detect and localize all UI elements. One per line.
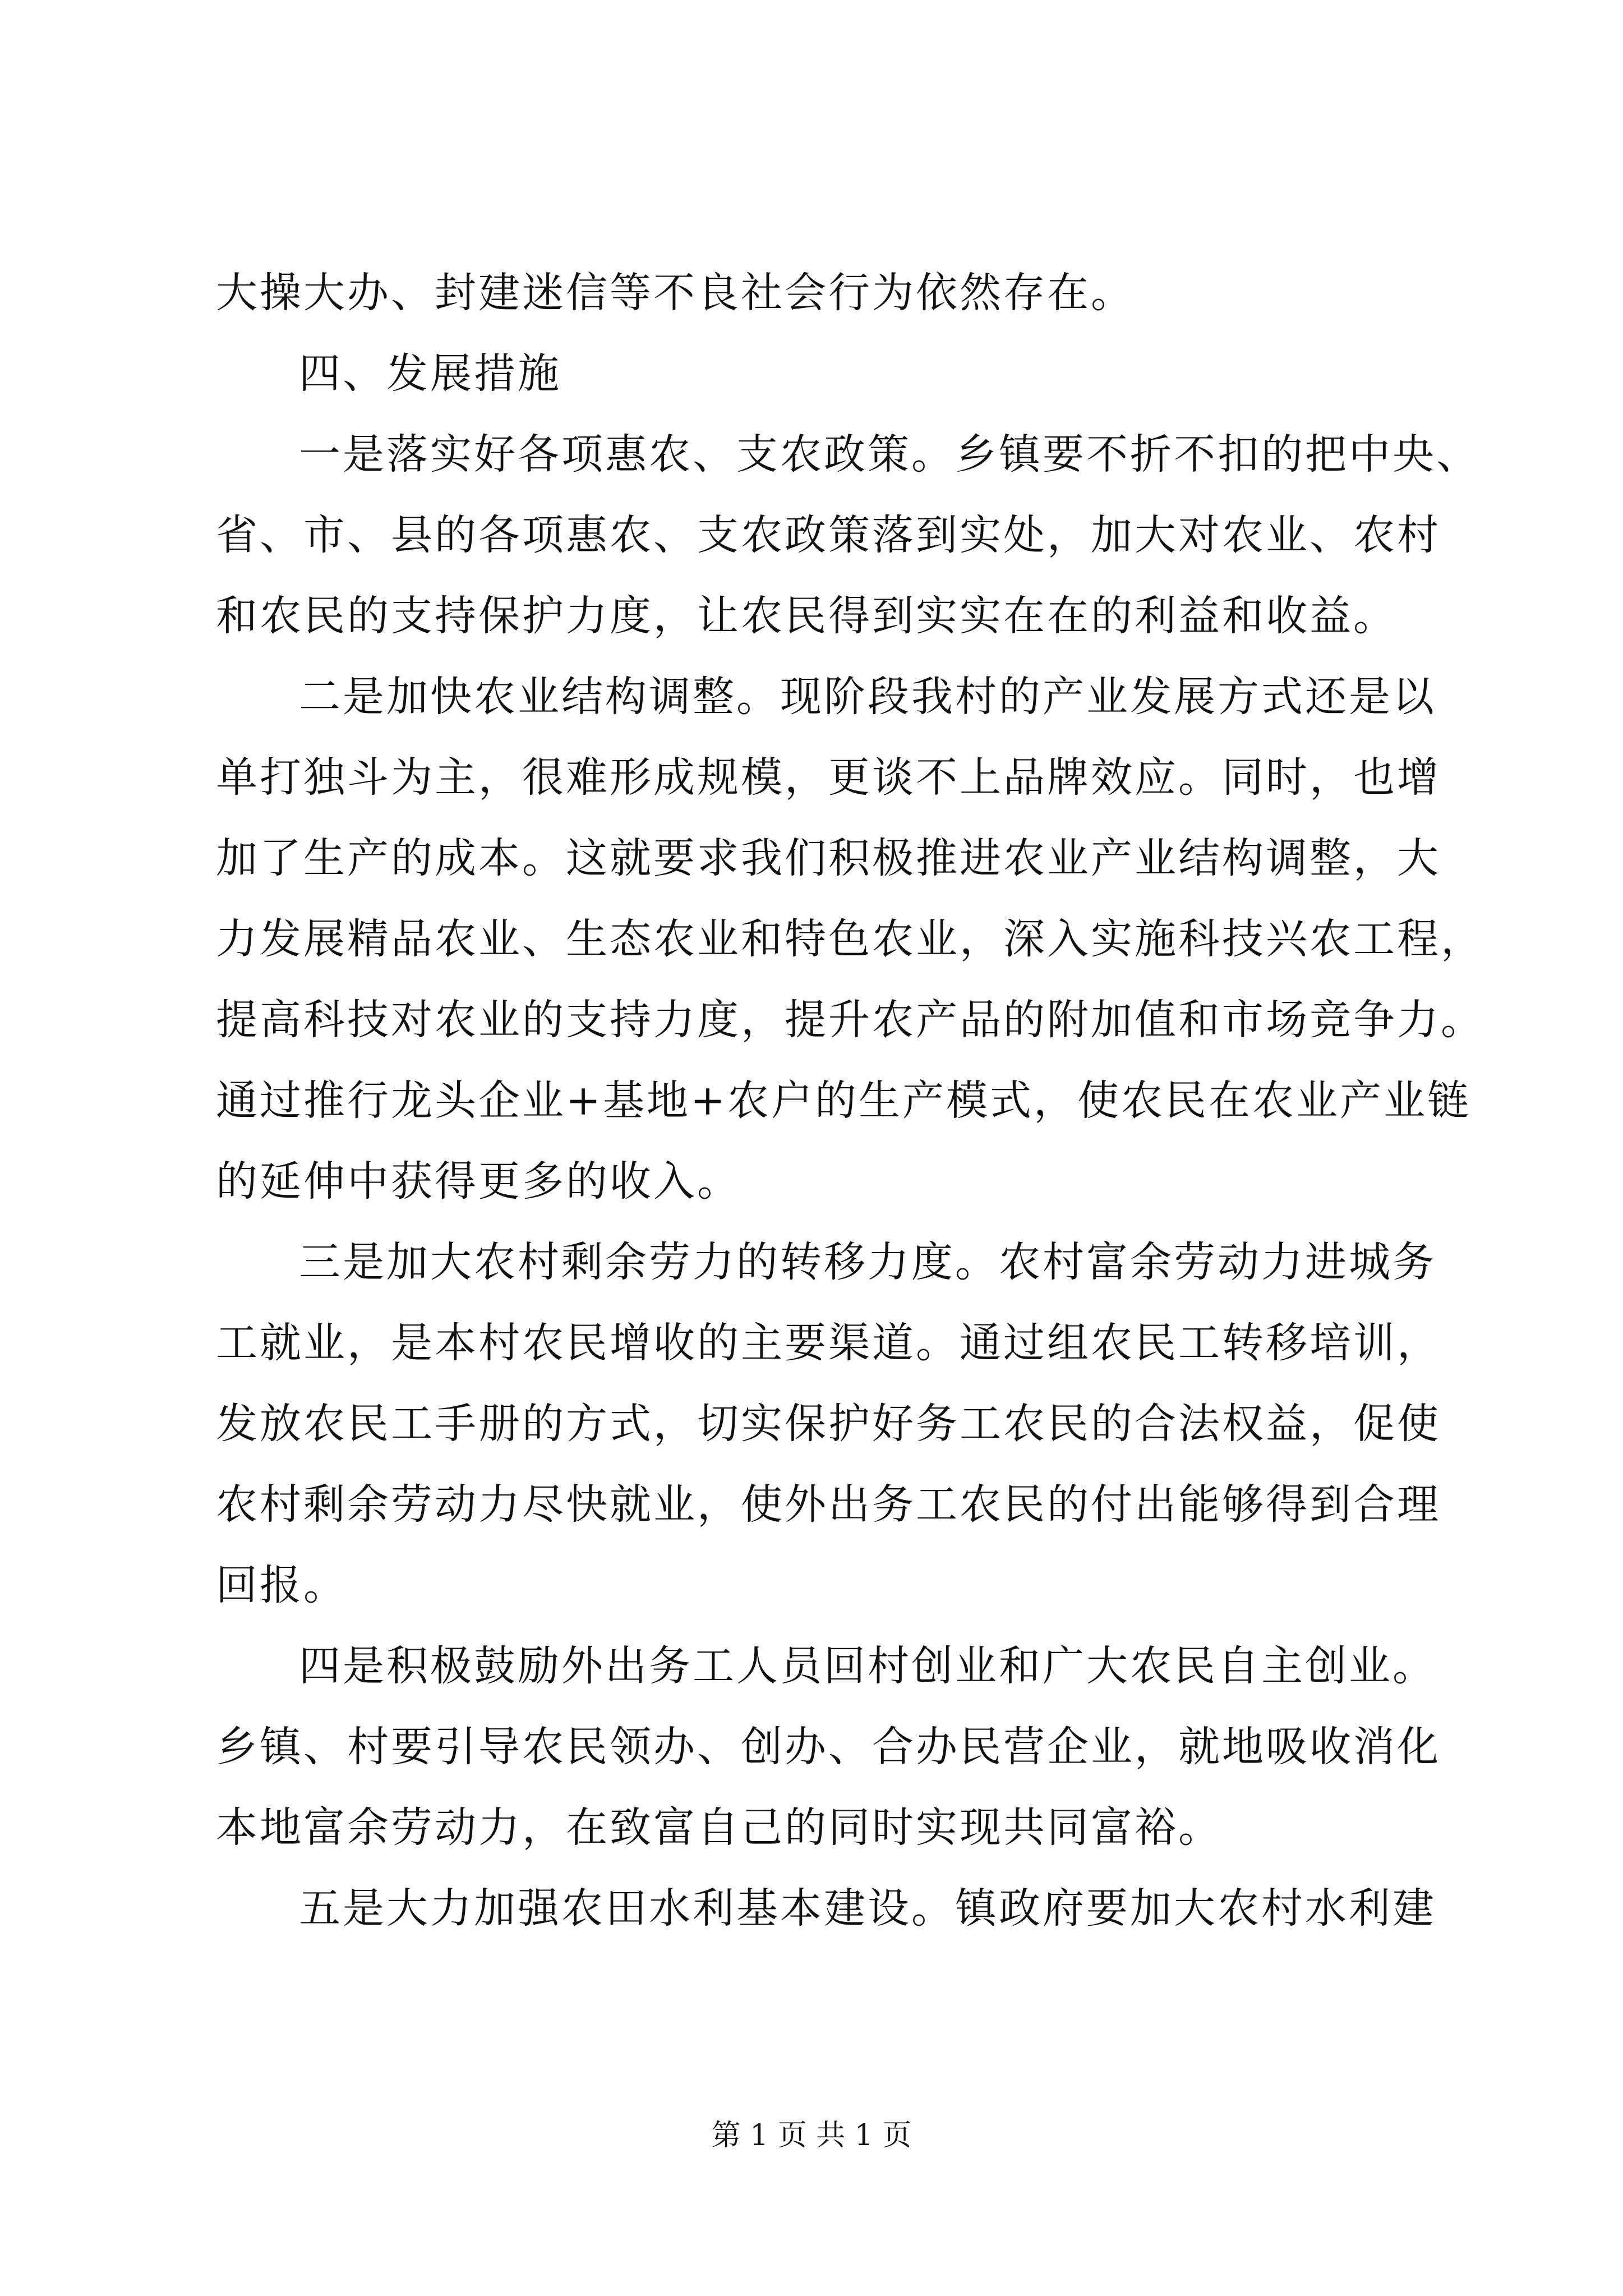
page-footer: 第 1 页 共 1 页 bbox=[711, 2119, 912, 2152]
text-line: 四是积极鼓励外出务工人员回村创业和广大农民自主创业。 bbox=[299, 1642, 1436, 1690]
text-line: 大操大办、封建迷信等不良社会行为依然存在。 bbox=[216, 269, 1135, 317]
text-line: 力发展精品农业、生态农业和特色农业，深入实施科技兴农工程， bbox=[216, 915, 1484, 963]
text-line: 五是大力加强农田水利基本建设。镇政府要加大农村水利建 bbox=[299, 1884, 1436, 1932]
text-line: 本地富余劳动力，在致富自己的同时实现共同富裕。 bbox=[216, 1803, 1222, 1852]
text-line: 通过推行龙头企业+基地+农户的生产模式，使农民在农业产业链 bbox=[216, 1076, 1472, 1125]
text-line: 省、市、县的各项惠农、支农政策落到实处，加大对农业、农村 bbox=[216, 511, 1441, 559]
text-line: 和农民的支持保护力度，让农民得到实实在在的利益和收益。 bbox=[216, 592, 1397, 640]
text-line: 发放农民工手册的方式，切实保护好务工农民的合法权益，促使 bbox=[216, 1400, 1441, 1448]
text-line: 的延伸中获得更多的收入。 bbox=[216, 1157, 741, 1205]
text-line: 加了生产的成本。这就要求我们积极推进农业产业结构调整，大 bbox=[216, 834, 1441, 882]
text-line: 三是加大农村剩余劳力的转移力度。农村富余劳动力进城务 bbox=[299, 1238, 1436, 1286]
text-line: 单打独斗为主，很难形成规模，更谈不上品牌效应。同时，也增 bbox=[216, 753, 1441, 802]
text-line: 一是落实好各项惠农、支农政策。乡镇要不折不扣的把中央、 bbox=[299, 430, 1480, 478]
text-line: 农村剩余劳动力尽快就业，使外出务工农民的付出能够得到合理 bbox=[216, 1480, 1441, 1529]
text-line: 工就业，是本村农民增收的主要渠道。通过组农民工转移培训， bbox=[216, 1319, 1441, 1367]
text-line: 二是加快农业结构调整。现阶段我村的产业发展方式还是以 bbox=[299, 673, 1436, 721]
text-line: 回报。 bbox=[216, 1561, 347, 1609]
section-heading: 四、发展措施 bbox=[299, 349, 561, 398]
text-line: 乡镇、村要引导农民领办、创办、合办民营企业，就地吸收消化 bbox=[216, 1723, 1441, 1771]
text-line: 提高科技对农业的支持力度，提升农产品的附加值和市场竞争力。 bbox=[216, 996, 1484, 1044]
